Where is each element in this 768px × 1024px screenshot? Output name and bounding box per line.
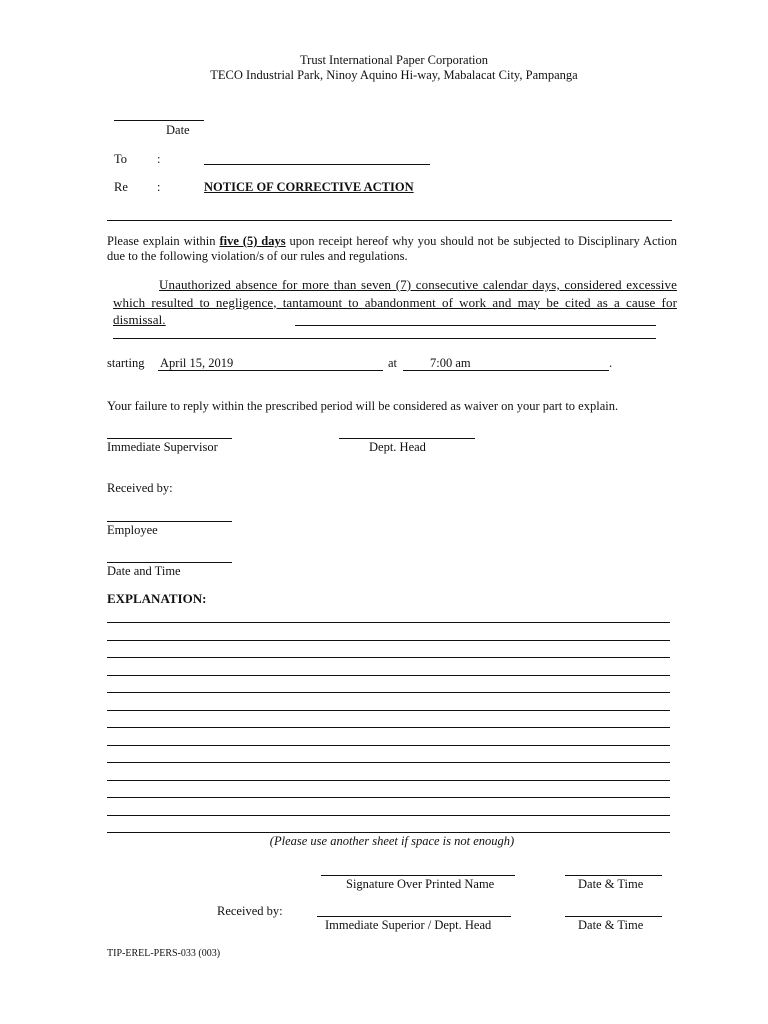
superior-head-label: Immediate Superior / Dept. Head — [325, 918, 492, 932]
signature-line — [321, 875, 515, 876]
to-line — [204, 164, 430, 165]
starting-label: starting — [107, 356, 145, 370]
explanation-ruled-line — [107, 675, 670, 676]
date-label: Date — [166, 123, 190, 137]
explanation-ruled-line — [107, 692, 670, 693]
to-colon: : — [157, 152, 161, 166]
violation-paragraph: Unauthorized absence for more than seven (7) consecutive calendar days, considered excessive which resulted to negligence, tantamount to abandonment of work and may be cited as a cause for dismissal. — [113, 277, 677, 327]
failure-notice: Your failure to reply within the prescribed period will be considered as waiver on your part to explain. — [107, 399, 619, 413]
dept-head-label: Dept. Head — [369, 440, 426, 454]
explanation-note: (Please use another sheet if space is not enough) — [269, 834, 515, 848]
date-time-line-1 — [565, 875, 662, 876]
starting-date: April 15, 2019 — [160, 356, 234, 370]
explanation-ruled-line — [107, 815, 670, 816]
at-label: at — [388, 356, 398, 370]
to-label: To — [114, 152, 128, 166]
employee-label: Employee — [107, 523, 158, 537]
received-by-label: Received by: — [107, 481, 173, 495]
superior-sign-line — [317, 916, 511, 917]
explanation-ruled-line — [107, 657, 670, 658]
explanation-ruled-line — [107, 745, 670, 746]
explanation-ruled-line — [107, 640, 670, 641]
footer-received-by-label: Received by: — [217, 904, 283, 918]
separator-line — [107, 220, 672, 221]
intro-emphasis: five (5) days — [219, 234, 286, 248]
intro-after: upon receipt hereof why you should not be subjected to Disciplinary Action due to the following violation/s of our rules and regulations. — [107, 234, 677, 263]
explanation-title: EXPLANATION: — [107, 591, 207, 606]
dept-head-sign-line — [339, 438, 475, 439]
subject-title: NOTICE OF CORRECTIVE ACTION — [204, 180, 414, 194]
company-name: Trust International Paper Corporation — [299, 53, 489, 67]
date-time-label-2: Date & Time — [578, 918, 644, 932]
signature-printed-name-label: Signature Over Printed Name — [346, 877, 495, 891]
re-label: Re — [114, 180, 128, 194]
date-and-time-label: Date and Time — [107, 564, 181, 578]
starting-period: . — [609, 356, 613, 370]
explanation-ruled-line — [107, 762, 670, 763]
date-time-sign-line — [107, 562, 232, 563]
starting-time-line — [403, 370, 609, 371]
violation-fill-line-2 — [113, 338, 656, 339]
explanation-ruled-line — [107, 780, 670, 781]
supervisor-sign-line — [107, 438, 232, 439]
re-colon: : — [157, 180, 161, 194]
date-time-label-1: Date & Time — [578, 877, 644, 891]
intro-before: Please explain within — [107, 234, 220, 248]
date-time-line-2 — [565, 916, 662, 917]
starting-date-line — [158, 370, 383, 371]
immediate-supervisor-label: Immediate Supervisor — [107, 440, 218, 454]
intro-paragraph — [107, 234, 677, 264]
explanation-ruled-line — [107, 622, 670, 623]
explanation-ruled-line — [107, 832, 670, 833]
employee-sign-line — [107, 521, 232, 522]
form-code: TIP-EREL-PERS-033 (003) — [107, 948, 221, 959]
violation-fill-line-1 — [295, 325, 656, 326]
starting-time: 7:00 am — [430, 356, 471, 370]
explanation-ruled-line — [107, 797, 670, 798]
date-line — [114, 120, 204, 121]
explanation-ruled-line — [107, 727, 670, 728]
explanation-ruled-line — [107, 710, 670, 711]
company-address: TECO Industrial Park, Ninoy Aquino Hi-way, Mabalacat City, Pampanga — [210, 68, 578, 82]
